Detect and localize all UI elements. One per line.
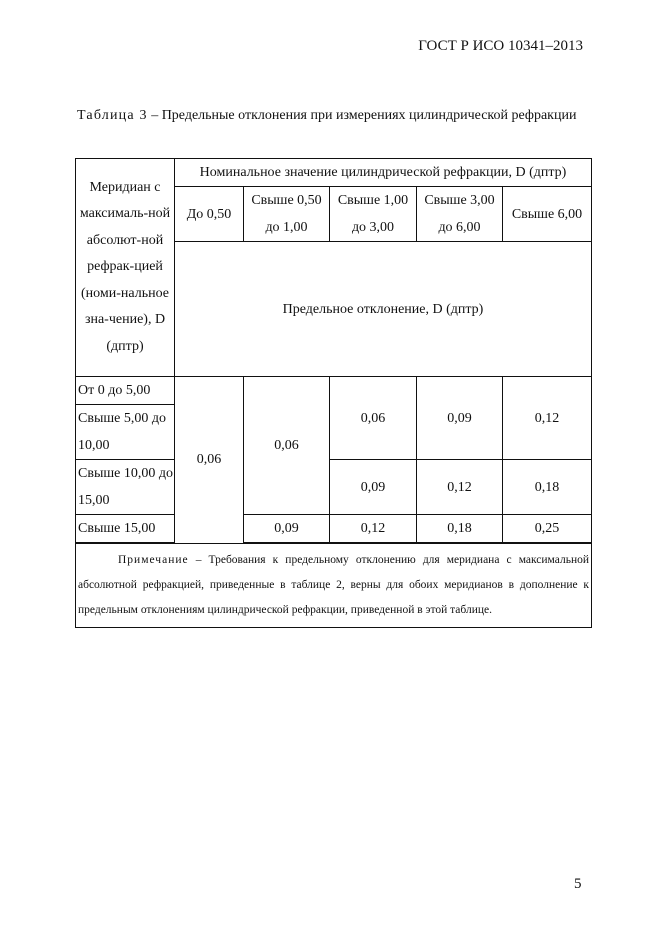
value-r4-c3: 0,12 <box>330 515 417 544</box>
value-r4-c4: 0,18 <box>417 515 503 544</box>
tolerance-table <box>75 158 591 628</box>
value-col2-lower: 0,09 <box>244 515 330 544</box>
table-caption-text: – Предельные отклонения при измерениях цилиндрической рефракции <box>147 108 577 123</box>
page-number: 5 <box>574 876 582 892</box>
value-r4-c5: 0,25 <box>503 515 592 544</box>
col-header-3: Свыше 1,00 до 3,00 <box>330 187 417 242</box>
row-label-4: Свыше 15,00 <box>76 515 175 544</box>
row-label-1: От 0 до 5,00 <box>76 377 175 405</box>
value-col1: 0,06 <box>175 377 244 544</box>
col-header-4: Свыше 3,00 до 6,00 <box>417 187 503 242</box>
table-note <box>76 543 592 628</box>
value-r3-c3: 0,09 <box>330 460 417 515</box>
deviation-header: Предельное отклонение, D (дптр) <box>175 242 592 377</box>
col-header-5: Свыше 6,00 <box>503 187 592 242</box>
table-note-label: Примечание <box>118 554 189 566</box>
value-r12-c4: 0,09 <box>417 377 503 460</box>
col-header-1: До 0,50 <box>175 187 244 242</box>
value-r3-c4: 0,12 <box>417 460 503 515</box>
value-col2-upper: 0,06 <box>244 377 330 515</box>
table-caption <box>77 102 583 130</box>
table-note-text: – Требования к предельному отклонению для меридиана с максимальной абсолютной рефракцией, приведенные в таблице 2, верны для обоих меридианов в дополнение к предельным отклонениям цилиндрической рефракции, приведенной в этой таблице. <box>78 554 590 616</box>
document-header: ГОСТ Р ИСО 10341–2013 <box>418 38 583 54</box>
row-label-2: Свыше 5,00 до 10,00 <box>76 405 175 460</box>
col-header-2: Свыше 0,50 до 1,00 <box>244 187 330 242</box>
table-caption-label: Таблица 3 <box>77 108 148 123</box>
value-r3-c5: 0,18 <box>503 460 592 515</box>
value-r12-c3: 0,06 <box>330 377 417 460</box>
row-label-3: Свыше 10,00 до 15,00 <box>76 460 175 515</box>
value-r12-c5: 0,12 <box>503 377 592 460</box>
nominal-header: Номинальное значение цилиндрической рефракции, D (дптр) <box>175 159 592 187</box>
meridian-header: Меридиан с максималь-ной абсолют-ной рефрак-цией (номи-нальное зна-чение), D (дптр) <box>76 159 175 377</box>
